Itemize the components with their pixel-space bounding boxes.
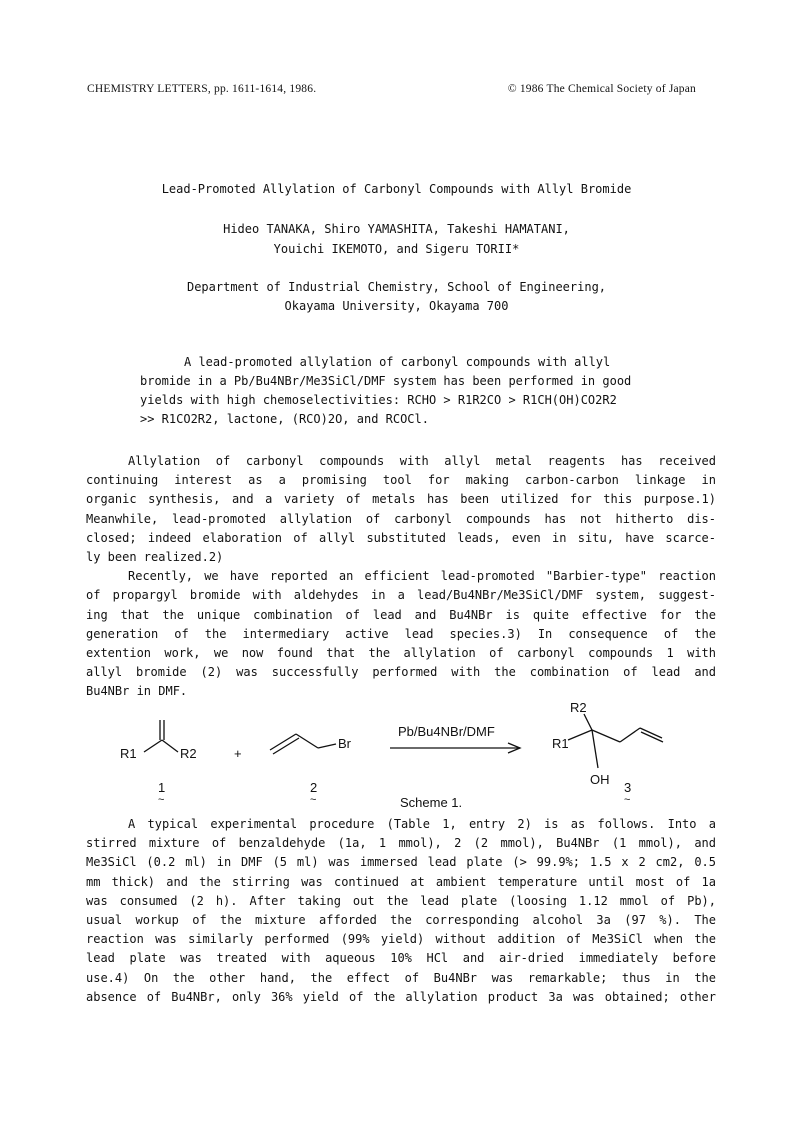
paragraph-line: Allylation of carbonyl compounds with allyl metal reagents has received xyxy=(128,454,716,468)
scheme-caption: Scheme 1. xyxy=(400,795,463,810)
authors-line-2: Youichi IKEMOTO, and Sigeru TORII* xyxy=(273,242,520,256)
reaction-scheme xyxy=(100,700,700,815)
product-bond-oh xyxy=(592,730,598,768)
compound-3-label: 3 xyxy=(624,780,632,795)
paragraph-line: ing that the unique combination of lead and Bu4NBr is quite effective for the xyxy=(86,607,716,622)
bond-r2 xyxy=(162,740,178,752)
paragraph-line: absence of Bu4NBr, only 36% yield of the allylation product 3a was obtained; other xyxy=(86,989,716,1004)
paragraph-line: usual workup of the mixture afforded the corresponding alcohol 3a (97 %). The xyxy=(86,913,716,928)
paragraph-line: Meanwhile, lead-promoted allylation of carbonyl compounds has not hitherto dis- xyxy=(86,511,716,526)
reagents-label: Pb/Bu4NBr/DMF xyxy=(398,724,495,739)
bond-r1 xyxy=(144,740,162,752)
paragraph-line: mm thick) and the stirring was continued at ambient temperature until most of 1a xyxy=(86,874,716,889)
plus-sign: + xyxy=(234,746,242,761)
product-bond-r1 xyxy=(568,730,592,740)
compound-2-bold-mark: ~ xyxy=(310,794,317,806)
abstract-line: >> R1CO2R2, lactone, (RCO)2O, and RCOCl. xyxy=(140,412,429,426)
abstract-line: A lead-promoted allylation of carbonyl compounds with allyl xyxy=(184,355,611,369)
paragraph-line: Bu4NBr in DMF. xyxy=(86,684,188,699)
paragraph-line: lead plate was treated with aqueous 10% HCl and air-dried immediately before xyxy=(86,951,716,966)
authors-line-1: Hideo TANAKA, Shiro YAMASHITA, Takeshi HAMATANI, xyxy=(223,222,570,236)
abstract xyxy=(140,353,700,429)
product-r1-label: R1 xyxy=(552,736,569,751)
running-header-journal: CHEMISTRY LETTERS, pp. 1611-1614, 1986. xyxy=(87,83,317,95)
paragraph-line: organic synthesis, and a variety of metals has been utilized for this purpose.1) xyxy=(86,492,716,507)
paragraph-line: closed; indeed elaboration of allyl substituted leads, even in situ, have scarce- xyxy=(86,530,716,545)
body-text-procedure xyxy=(86,815,716,1007)
paragraph-line: generation of the intermediary active lead species.3) In consequence of the xyxy=(86,626,716,641)
paragraph-line: allyl bromide (2) was successfully performed with the combination of lead and xyxy=(86,665,716,680)
paragraph-line: reaction was similarly performed (99% yield) without addition of Me3SiCl when the xyxy=(86,932,716,947)
hydroxyl-label: OH xyxy=(590,772,610,787)
running-header-copyright: © 1986 The Chemical Society of Japan xyxy=(507,83,696,95)
substituent-r1-label: R1 xyxy=(120,746,137,761)
paragraph-line: extention work, we now found that the allylation of carbonyl compounds 1 with xyxy=(86,646,716,661)
abstract-line: yields with high chemoselectivities: RCHO > R1R2CO > R1CH(OH)CO2R2 xyxy=(140,393,617,407)
paragraph-line: ly been realized.2) xyxy=(86,550,224,565)
product-r2-label: R2 xyxy=(570,700,587,715)
paragraph-line: use.4) On the other hand, the effect of Bu4NBr was remarkable; thus in the xyxy=(86,970,716,985)
allyl-bond xyxy=(296,734,318,748)
allyl-bond-br xyxy=(318,744,336,748)
paragraph-line: continuing interest as a promising tool for making carbon-carbon linkage in xyxy=(86,473,716,488)
paragraph-line: was consumed (2 h). After taking out the lead plate (loosing 1.12 mmol of Pb), xyxy=(86,893,716,908)
product-bond-r2 xyxy=(584,714,592,730)
compound-2-label: 2 xyxy=(310,780,318,795)
affiliation-line-2: Okayama University, Okayama 700 xyxy=(284,299,509,313)
paragraph-line: A typical experimental procedure (Table 1, entry 2) is as follows. Into a xyxy=(128,817,716,831)
substituent-r2-label: R2 xyxy=(180,746,197,761)
paragraph-line: Recently, we have reported an efficient lead-promoted "Barbier-type" reaction xyxy=(128,569,716,584)
product-chain-1 xyxy=(592,730,620,742)
product-chain-2 xyxy=(620,728,640,742)
body-text-intro xyxy=(86,452,716,702)
paragraph-line: stirred mixture of benzaldehyde (1a, 1 mmol), 2 (2 mmol), Bu4NBr (1 mmol), and xyxy=(86,836,716,851)
abstract-line: bromide in a Pb/Bu4NBr/Me3SiCl/DMF system has been performed in good xyxy=(140,374,632,388)
paper-title: Lead-Promoted Allylation of Carbonyl Compounds with Allyl Bromide xyxy=(161,182,632,196)
compound-3-bold-mark: ~ xyxy=(624,794,631,806)
affiliation-line-1: Department of Industrial Chemistry, School of Engineering, xyxy=(186,280,607,294)
bromine-label: Br xyxy=(338,736,351,751)
paragraph-line: of propargyl bromide with aldehydes in a lead/Bu4NBr/Me3SiCl/DMF system, suggest- xyxy=(86,588,716,603)
compound-1-label: 1 xyxy=(158,780,166,795)
compound-1-bold-mark: ~ xyxy=(158,794,165,806)
paragraph-line: Me3SiCl (0.2 ml) in DMF (5 ml) was immersed lead plate (> 99.9%; 1.5 x 2 cm2, 0.5 xyxy=(86,855,716,870)
